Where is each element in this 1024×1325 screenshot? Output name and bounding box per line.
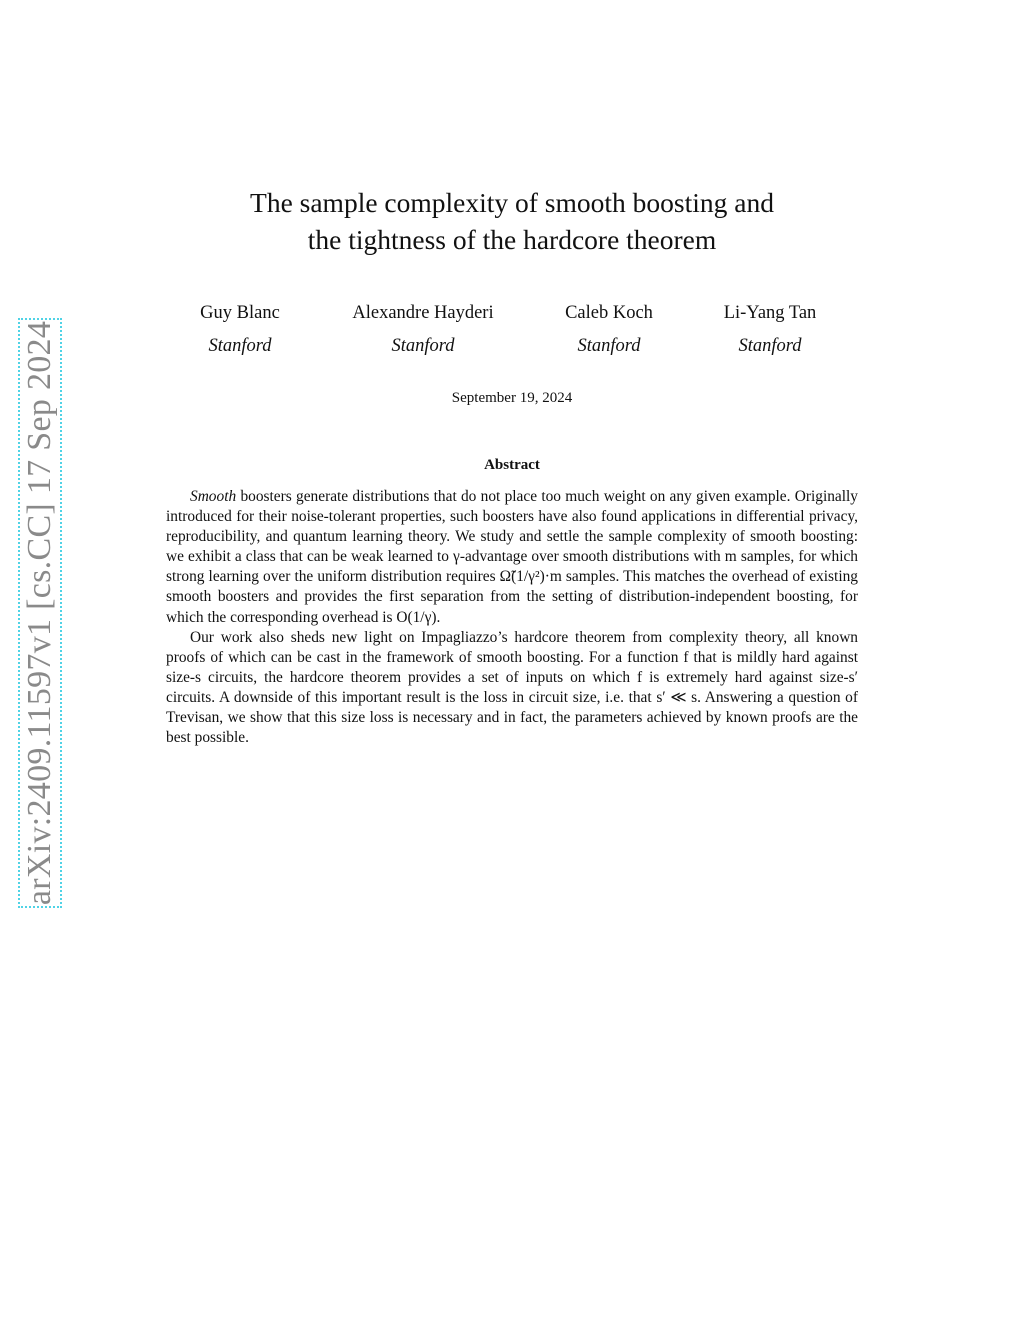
abstract-paragraph-2: Our work also sheds new light on Impagliazzo’s hardcore theorem from complexity theory, all known proofs of which can be cast in the framework of smooth boosting. For a function f that is mildly hard against size-s circuits, the hardcore theorem provides a set of inputs on which f is extremely hard against size-s′ circuits. A downside of this important result is the loss in circuit size, i.e. that s′ ≪ s. Answering a question of Trevisan, we show that this size loss is necessary and in fact, the parameters achieved by known proofs are the best possible. bbox=[166, 628, 858, 747]
paper-title-line-2: the tightness of the hardcore theorem bbox=[307, 224, 717, 255]
author-name: Alexandre Hayderi bbox=[352, 303, 494, 323]
paper-title-line-1: The sample complexity of smooth boosting and bbox=[250, 187, 774, 218]
abstract-heading: Abstract bbox=[484, 457, 540, 473]
abstract-emphasis: Smooth bbox=[190, 488, 237, 505]
paper-title bbox=[150, 184, 874, 258]
abstract-body bbox=[166, 487, 858, 748]
author-affiliation: Stanford bbox=[577, 336, 641, 356]
publication-date: September 19, 2024 bbox=[451, 390, 573, 406]
author-list bbox=[0, 297, 1024, 367]
author-block bbox=[712, 297, 828, 363]
author-name: Guy Blanc bbox=[200, 303, 280, 323]
abstract-paragraph-1-text: boosters generate distributions that do not place too much weight on any given example. Originally introduced for their noise-tolerant properties, such boosters have also found applications in differential privacy, reproducibility, and quantum learning theory. We study and settle the sample complexity of smooth boosting: we exhibit a class that can be weak learned to γ-advantage over smooth distributions with m samples, for which strong learning over the uniform distribution requires Ω̃(1/γ²)·m samples. This matches the overhead of existing smooth boosters and provides the first separation from the setting of distribution-independent boosting, for which the corresponding overhead is O(1/γ). bbox=[166, 488, 858, 626]
author-name: Li-Yang Tan bbox=[723, 303, 817, 323]
arxiv-identifier: arXiv:2409.11597v1 [cs.CC] 17 Sep 2024 bbox=[21, 320, 58, 906]
author-affiliation: Stanford bbox=[391, 336, 455, 356]
author-block bbox=[556, 297, 662, 363]
author-affiliation: Stanford bbox=[738, 336, 802, 356]
author-affiliation: Stanford bbox=[208, 336, 272, 356]
author-block bbox=[192, 297, 288, 363]
author-name: Caleb Koch bbox=[565, 303, 653, 323]
abstract-paragraph-1 bbox=[166, 487, 858, 628]
author-block bbox=[340, 297, 506, 363]
